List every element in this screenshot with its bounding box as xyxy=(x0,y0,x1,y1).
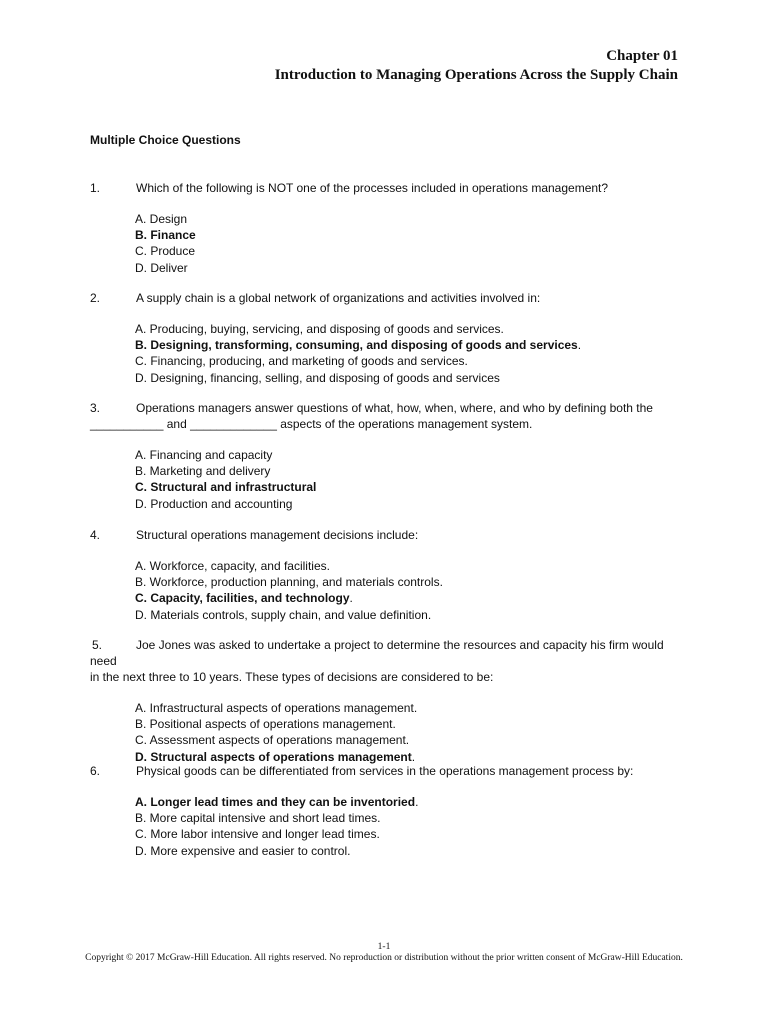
question-stem xyxy=(90,180,690,196)
question-number: 5. xyxy=(92,638,103,652)
answer-option: D. Materials controls, supply chain, and value definition. xyxy=(135,607,432,622)
question-stem xyxy=(90,400,690,432)
answer-options xyxy=(90,447,690,512)
answer-option-text: D. Structural aspects of operations management xyxy=(135,749,412,764)
question-number: 1. xyxy=(90,181,101,195)
question-2 xyxy=(90,290,690,386)
answer-option-text: A. Longer lead times and they can be inventoried xyxy=(135,795,416,809)
answer-options xyxy=(90,794,690,859)
answer-option: C. More labor intensive and longer lead times. xyxy=(135,827,380,842)
question-1 xyxy=(90,180,690,276)
answer-option-correct: B. Finance xyxy=(135,228,196,243)
answer-option: D. Designing, financing, selling, and disposing of goods and services xyxy=(135,370,500,385)
chapter-number: Chapter 01 xyxy=(606,48,678,64)
answer-option: D. Production and accounting xyxy=(135,496,293,511)
page-header xyxy=(275,47,678,85)
question-text: A supply chain is a global network of organizations and activities involved in: xyxy=(136,291,541,305)
question-stem xyxy=(90,637,690,685)
answer-option: C. Assessment aspects of operations management. xyxy=(135,733,410,748)
question-6 xyxy=(90,763,690,859)
answer-option-punct: . xyxy=(577,338,582,353)
answer-option: B. Workforce, production planning, and materials controls. xyxy=(135,575,443,590)
copyright-notice: Copyright © 2017 McGraw-Hill Education. All rights reserved. No reproduction or distribution without the prior written consent of McGraw-Hill Education. xyxy=(85,953,683,963)
answer-option-correct xyxy=(135,337,690,353)
question-3 xyxy=(90,400,690,512)
answer-option-punct: . xyxy=(415,795,419,809)
answer-option: D. More expensive and easier to control. xyxy=(135,843,351,858)
section-title: Multiple Choice Questions xyxy=(90,133,241,147)
answer-option: C. Financing, producing, and marketing of goods and services. xyxy=(135,354,468,369)
answer-option: A. Infrastructural aspects of operations management. xyxy=(135,701,418,715)
answer-option: B. Positional aspects of operations management. xyxy=(135,717,396,732)
answer-options xyxy=(90,211,690,276)
answer-options xyxy=(90,558,690,623)
answer-option: B. Marketing and delivery xyxy=(135,464,271,479)
answer-option-correct xyxy=(135,590,690,606)
answer-option-text: B. Designing, transforming, consuming, and disposing of goods and services xyxy=(135,338,578,353)
question-text-continued: ___________ and _____________ aspects of the operations management system. xyxy=(90,417,533,431)
question-4 xyxy=(90,527,690,623)
answer-option: C. Produce xyxy=(135,244,196,259)
answer-option: A. Design xyxy=(135,212,188,226)
answer-option-text: C. Capacity, facilities, and technology xyxy=(135,591,350,606)
answer-option-punct: . xyxy=(411,749,416,764)
question-text: Joe Jones was asked to undertake a project to determine the resources and capacity his firm would need xyxy=(90,638,664,668)
question-text: Structural operations management decisions include: xyxy=(136,528,419,542)
answer-option: A. Financing and capacity xyxy=(135,448,273,462)
answer-options xyxy=(90,700,690,765)
question-number: 4. xyxy=(90,528,101,542)
answer-option-correct: C. Structural and infrastructural xyxy=(135,480,317,495)
question-stem xyxy=(90,290,690,306)
question-text: Which of the following is NOT one of the processes included in operations management? xyxy=(136,181,609,195)
chapter-title: Introduction to Managing Operations Across the Supply Chain xyxy=(274,67,678,83)
question-text: Physical goods can be differentiated from services in the operations management process by: xyxy=(136,764,634,778)
answer-options xyxy=(90,321,690,386)
answer-option: A. Producing, buying, servicing, and disposing of goods and services. xyxy=(135,322,504,336)
question-5 xyxy=(90,637,690,765)
page-footer xyxy=(80,942,688,964)
question-number: 2. xyxy=(90,291,101,305)
answer-option-correct xyxy=(135,794,690,810)
answer-option-punct: . xyxy=(349,591,353,606)
question-stem xyxy=(90,763,690,779)
page-number: 1-1 xyxy=(377,942,391,952)
answer-option: D. Deliver xyxy=(135,260,188,275)
question-stem xyxy=(90,527,690,543)
question-number: 3. xyxy=(90,401,101,415)
answer-option: A. Workforce, capacity, and facilities. xyxy=(135,559,330,573)
question-text-continued: in the next three to 10 years. These types of decisions are considered to be: xyxy=(90,670,494,684)
question-text: Operations managers answer questions of what, how, when, where, and who by defining both the xyxy=(136,401,653,415)
question-number: 6. xyxy=(90,764,101,778)
answer-option: B. More capital intensive and short lead times. xyxy=(135,811,381,826)
